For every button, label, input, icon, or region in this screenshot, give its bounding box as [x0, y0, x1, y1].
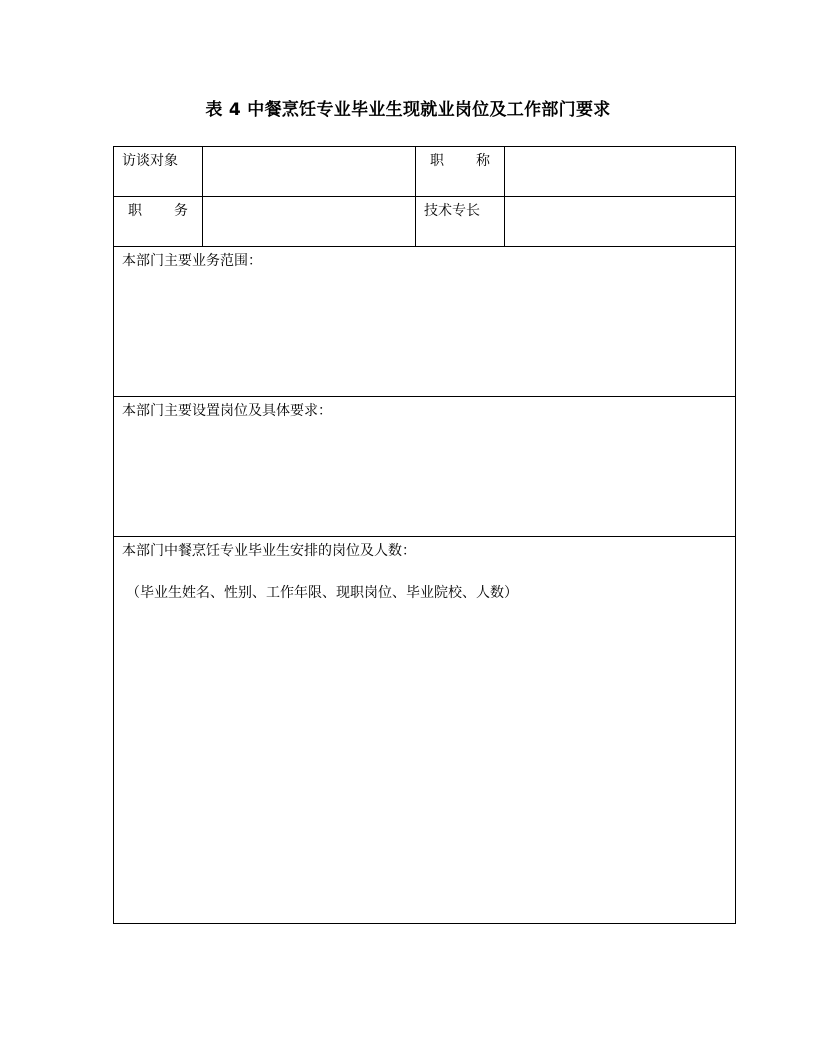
page-title: 表 4 中餐烹饪专业毕业生现就业岗位及工作部门要求: [205, 100, 611, 120]
table-row: [114, 147, 736, 197]
duty-label-char-1: 职: [128, 203, 142, 219]
table-row: [114, 197, 736, 247]
graduates-placement-note: （毕业生姓名、性别、工作年限、现职岗位、毕业院校、人数）: [126, 585, 518, 601]
table-row: [114, 397, 736, 537]
title-label-char-1: 职: [430, 153, 444, 169]
skill-label-cell: [416, 197, 505, 247]
duty-label-cell: [114, 197, 203, 247]
duty-label-char-2: 务: [174, 203, 188, 219]
title-value-cell[interactable]: [505, 147, 736, 197]
title-label-cell: [416, 147, 505, 197]
duty-value-cell[interactable]: [203, 197, 416, 247]
graduates-placement-cell[interactable]: [114, 537, 736, 924]
business-scope-label: 本部门主要业务范围：: [122, 253, 262, 269]
posts-requirements-cell[interactable]: [114, 397, 736, 537]
table-row: [114, 537, 736, 924]
title-label-char-2: 称: [476, 153, 490, 169]
table-row: [114, 247, 736, 397]
business-scope-cell[interactable]: [114, 247, 736, 397]
skill-value-cell[interactable]: [505, 197, 736, 247]
interview-form-table: [113, 146, 736, 924]
graduates-placement-label: 本部门中餐烹饪专业毕业生安排的岗位及人数：: [122, 543, 416, 559]
posts-requirements-label: 本部门主要设置岗位及具体要求：: [122, 403, 332, 419]
interviewee-label-cell: [114, 147, 203, 197]
interviewee-label: 访谈对象: [122, 153, 178, 169]
interviewee-value-cell[interactable]: [203, 147, 416, 197]
skill-label: 技术专长: [424, 203, 480, 219]
